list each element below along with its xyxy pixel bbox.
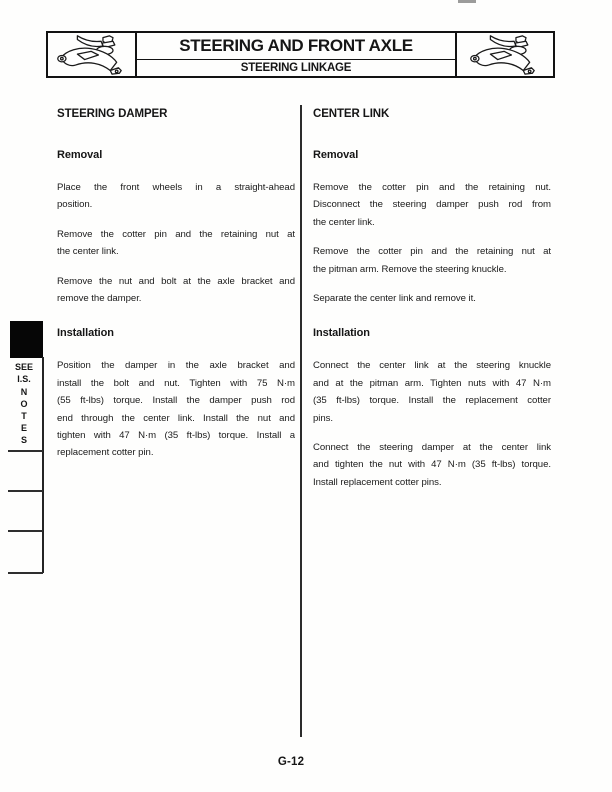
thumb-index-tick xyxy=(8,490,43,492)
control-arm-illustration-icon xyxy=(463,34,547,76)
subheading-installation: Installation xyxy=(57,327,114,340)
paragraph xyxy=(313,439,551,491)
paragraph xyxy=(313,243,551,278)
paragraph xyxy=(57,179,295,214)
section-heading-center-link: CENTER LINK xyxy=(313,108,390,120)
column-divider xyxy=(300,105,302,737)
text-line: Separate the center link and remove it. xyxy=(313,292,476,304)
page-subtitle: STEERING LINKAGE xyxy=(240,62,352,74)
thumb-index-tick xyxy=(8,572,43,574)
page-number: G-12 xyxy=(277,756,305,768)
text-line: remove the damper. xyxy=(57,292,142,304)
text-line: (35 ft-lbs) torque. Install the replacement cotter xyxy=(313,395,551,407)
text-line: and at the pitman arm. Tighten nuts with 47 N·m xyxy=(313,377,551,389)
subheading-installation: Installation xyxy=(313,327,370,340)
section-tab-marker xyxy=(10,321,43,358)
text-line: the pitman arm. Remove the steering knuckle. xyxy=(313,263,507,275)
scan-artifact xyxy=(458,0,476,3)
subheading-removal: Removal xyxy=(313,149,359,161)
paragraph xyxy=(313,357,551,427)
text-line: end through the center link. Install the nut and xyxy=(57,412,295,424)
paragraph xyxy=(313,290,551,307)
text-line: Disconnect the steering damper push rod from xyxy=(313,199,551,211)
header-titles xyxy=(137,33,455,76)
see-is-label xyxy=(6,361,42,385)
notes-letter: O xyxy=(20,399,28,409)
text-line: Connect the center link at the steering knuckle xyxy=(313,360,551,372)
text-line: the center link. xyxy=(313,216,375,228)
page-title: STEERING AND FRONT AXLE xyxy=(137,33,455,60)
subheading-removal: Removal xyxy=(57,149,103,161)
notes-letter: N xyxy=(20,387,28,397)
text-line: (55 ft-lbs) torque. Install the damper push rod xyxy=(57,395,295,407)
notes-letter: E xyxy=(20,423,27,433)
text-line: Remove the cotter pin and the retaining nut at xyxy=(57,228,295,240)
paragraph xyxy=(313,179,551,231)
notes-letter: T xyxy=(21,411,27,421)
text-line: Install replacement cotter pins. xyxy=(313,476,442,488)
header-illustration-right xyxy=(455,33,553,76)
page-header xyxy=(46,31,555,78)
is-label: I.S. xyxy=(17,374,31,384)
column-steering-damper xyxy=(57,108,295,474)
paragraph xyxy=(57,273,295,308)
text-line: tighten with 47 N·m (35 ft-lbs) torque. Install a xyxy=(57,429,295,441)
see-label: SEE xyxy=(14,362,33,372)
paragraph xyxy=(57,226,295,261)
text-line: pins. xyxy=(313,412,334,424)
text-line: Remove the nut and bolt at the axle bracket and xyxy=(57,275,295,287)
text-line: Place the front wheels in a straight-ahead xyxy=(57,182,295,193)
text-line: Connect the steering damper at the center link xyxy=(313,441,551,453)
thumb-index-tick xyxy=(8,450,43,452)
text-line: Remove the cotter pin and the retaining nut. xyxy=(313,182,551,193)
text-line: position. xyxy=(57,199,93,211)
text-line: and tighten the nut with 47 N·m (35 ft-lbs) torque. xyxy=(313,459,551,471)
notes-vertical-label xyxy=(6,386,42,446)
thumb-index-rule xyxy=(42,357,44,573)
paragraph xyxy=(57,357,295,461)
text-line: Remove the cotter pin and the retaining nut at xyxy=(313,246,551,258)
column-center-link xyxy=(313,108,551,503)
header-illustration-left xyxy=(48,33,137,76)
thumb-index-tick xyxy=(8,530,43,532)
text-line: Position the damper in the axle bracket and xyxy=(57,360,295,372)
text-line: the center link. xyxy=(57,246,119,258)
notes-letter: S xyxy=(20,435,27,445)
text-line: replacement cotter pin. xyxy=(57,447,154,459)
text-line: install the bolt and nut. Tighten with 75 N·m xyxy=(57,377,295,389)
section-heading-steering-damper: STEERING DAMPER xyxy=(57,108,168,120)
control-arm-illustration-icon xyxy=(50,34,134,76)
